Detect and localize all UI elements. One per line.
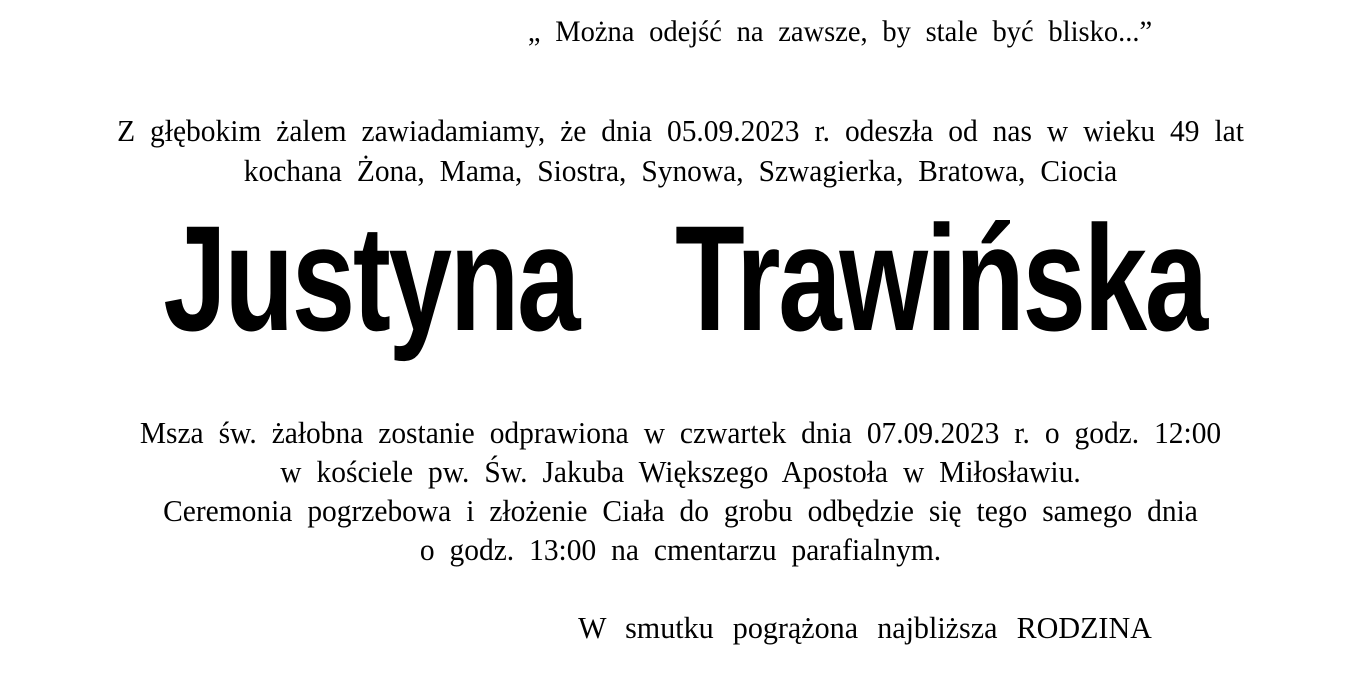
announcement-line-2: kochana Żona, Mama, Siostra, Synowa, Szwagierka, Bratowa, Ciocia xyxy=(243,153,1118,188)
burial-ceremony-line: Ceremonia pogrzebowa i złożenie Ciała do grobu odbędzie się tego samego dnia xyxy=(163,493,1198,528)
funeral-mass-line: Msza św. żałobna zostanie odprawiona w czwartek dnia 07.09.2023 r. o godz. 12:00 xyxy=(139,415,1222,450)
family-signature: W smutku pogrążona najbliższa RODZINA xyxy=(578,610,1152,645)
memorial-quote: „ Można odejść na zawsze, by stale być blisko...” xyxy=(527,15,1153,48)
announcement-paragraph xyxy=(34,111,1327,191)
deceased-last-name: Trawińska xyxy=(675,194,1206,362)
deceased-name xyxy=(163,194,1206,362)
cemetery-time-line: o godz. 13:00 na cmentarzu parafialnym. xyxy=(419,532,942,567)
funeral-details-paragraph xyxy=(34,413,1327,569)
church-location-line: w kościele pw. Św. Jakuba Większego Apostoła w Miłosławiu. xyxy=(280,454,1081,489)
announcement-line-1: Z głębokim żalem zawiadamiamy, że dnia 05.09.2023 r. odeszła od nas w wieku 49 lat xyxy=(117,113,1244,148)
deceased-first-name: Justyna xyxy=(163,194,579,362)
